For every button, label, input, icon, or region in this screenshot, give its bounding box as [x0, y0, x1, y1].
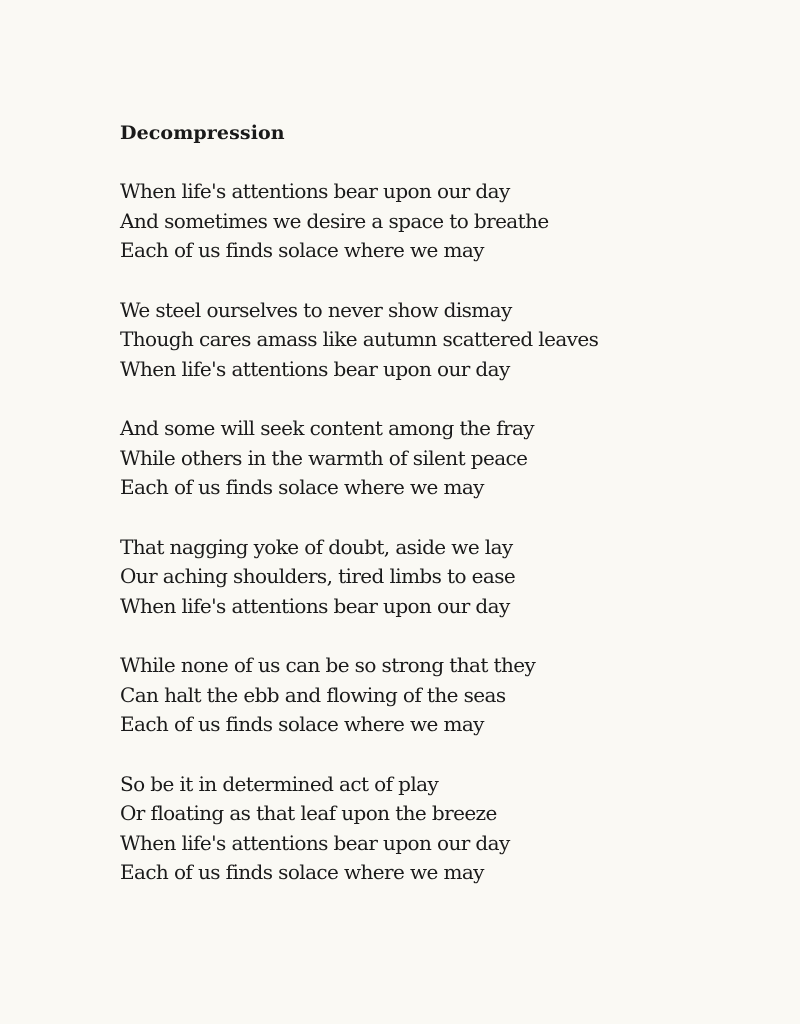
- poem-line: When life's attentions bear upon our day: [120, 179, 510, 203]
- poem-line: When life's attentions bear upon our day: [120, 830, 510, 855]
- stanza-2: [120, 296, 780, 385]
- poem-line: Though cares amass like autumn scattered leaves: [120, 327, 599, 351]
- poem-line: Each of us finds solace where we may: [120, 475, 484, 499]
- poem-line: Each of us finds solace where we may: [120, 860, 484, 884]
- poem-title: Decompression: [120, 122, 285, 144]
- poem-line: That nagging yoke of doubt, aside we lay: [120, 534, 513, 559]
- poem-line: We steel ourselves to never show dismay: [120, 297, 512, 322]
- poem-line: And sometimes we desire a space to breathe: [120, 208, 549, 233]
- poem-line: While none of us can be so strong that they: [120, 653, 536, 677]
- poem-line: Our aching shoulders, tired limbs to ease: [120, 564, 516, 588]
- poem-line: Can halt the ebb and flowing of the seas: [120, 682, 506, 707]
- stanza-1: [120, 177, 780, 266]
- poem-line: When life's attentions bear upon our day: [120, 593, 510, 618]
- stanza-4: [120, 533, 780, 622]
- poem-line: So be it in determined act of play: [120, 771, 439, 796]
- poem-line: Each of us finds solace where we may: [120, 238, 484, 262]
- poem-line: While others in the warmth of silent peace: [120, 445, 528, 470]
- poem-line: Each of us finds solace where we may: [120, 712, 484, 736]
- stanza-3: [120, 414, 780, 503]
- stanza-5: [120, 651, 780, 740]
- poem-line: When life's attentions bear upon our day: [120, 356, 510, 381]
- poem-line: And some will seek content among the fray: [120, 416, 534, 440]
- poem-line: Or floating as that leaf upon the breeze: [120, 801, 497, 825]
- poem: [120, 118, 780, 918]
- stanza-6: [120, 770, 780, 888]
